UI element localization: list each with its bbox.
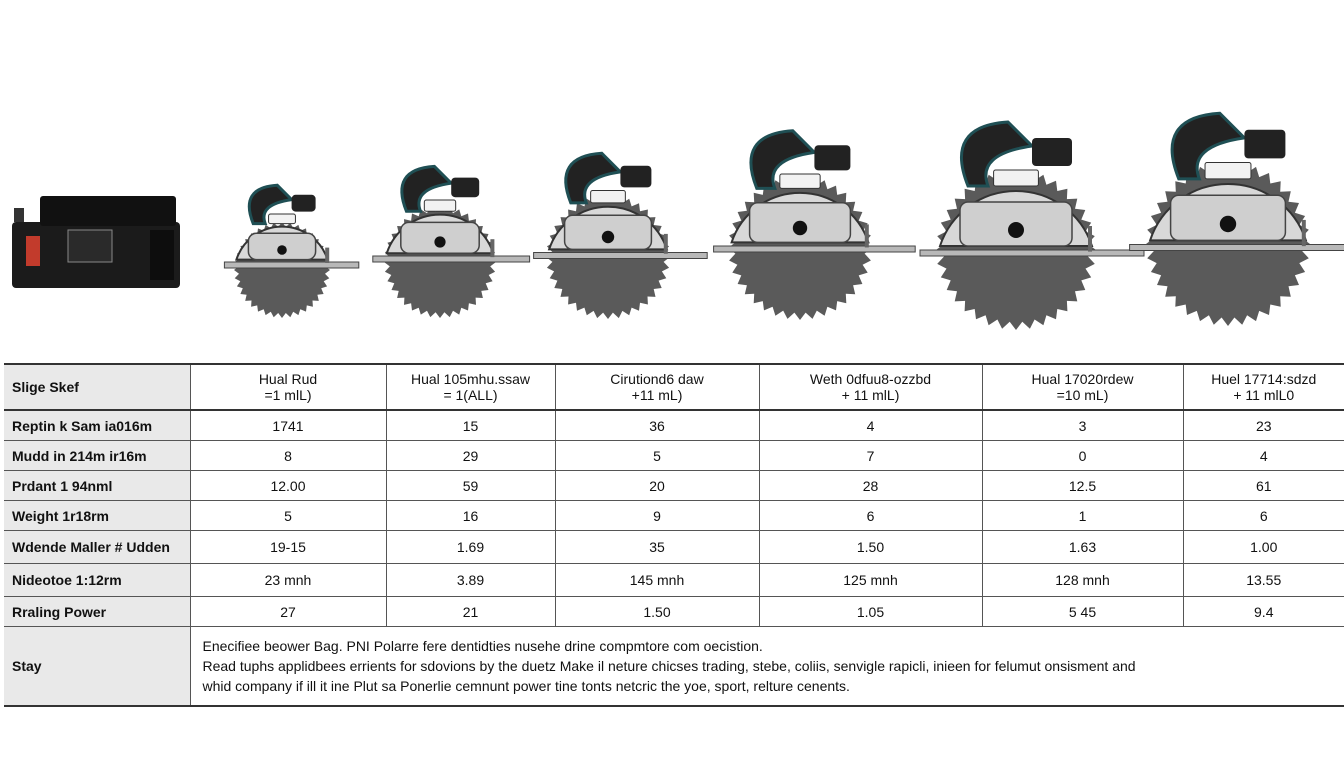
table-cell: 9.4 bbox=[1183, 597, 1344, 627]
table-cell: 5 bbox=[190, 501, 386, 531]
table-cell: 1.50 bbox=[759, 531, 982, 564]
table-cell: 3.89 bbox=[386, 564, 555, 597]
table-cell: 3 bbox=[982, 410, 1183, 441]
story-line: Enecifiee beower Bag. PNI Polarre fere dentidties nusehe drine compmtore com oecistion. bbox=[202, 638, 763, 654]
column-header-name: Weth 0dfuu8-ozzbd bbox=[809, 371, 932, 387]
row-label: Rraling Power bbox=[4, 597, 190, 627]
story-line: Read tuphs applidbees errients for sdovions by the duetz Make il neture chicses trading, stebe, coliis, senvigle rapicli, inieen for felumut onsisment and bbox=[202, 658, 1136, 674]
table-corner-label: Slige Skef bbox=[4, 364, 190, 410]
table-row-story bbox=[4, 627, 1344, 707]
table-cell: 23 bbox=[1183, 410, 1344, 441]
table-cell: 128 mnh bbox=[982, 564, 1183, 597]
table-cell: 59 bbox=[386, 471, 555, 501]
table-cell: 1 bbox=[982, 501, 1183, 531]
row-label: Weight 1r18rm bbox=[4, 501, 190, 531]
row-label: Wdende Maller # Udden bbox=[4, 531, 190, 564]
table-cell: 5 bbox=[555, 441, 759, 471]
table-cell: 13.55 bbox=[1183, 564, 1344, 597]
table-cell: 28 bbox=[759, 471, 982, 501]
table-cell: 15 bbox=[386, 410, 555, 441]
circular-saw-icon bbox=[920, 122, 1144, 330]
battery-pack-icon bbox=[12, 196, 180, 288]
table-cell: 16 bbox=[386, 501, 555, 531]
table-row bbox=[4, 597, 1344, 627]
table-cell: 23 mnh bbox=[190, 564, 386, 597]
column-header-name: Cirutiond6 daw bbox=[610, 371, 704, 387]
table-cell: 0 bbox=[982, 441, 1183, 471]
row-label: Reptin k Sam ia016m bbox=[4, 410, 190, 441]
table-cell: 27 bbox=[190, 597, 386, 627]
story-line: whid company if ill it ine Plut sa Ponerlie cemnunt power tine tonts netcric the yoe, sport, relture cenents. bbox=[202, 678, 850, 694]
table-cell: 1.50 bbox=[555, 597, 759, 627]
column-header bbox=[190, 364, 386, 410]
table-cell: 1.63 bbox=[982, 531, 1183, 564]
table-cell: 1741 bbox=[190, 410, 386, 441]
table-cell: 1.05 bbox=[759, 597, 982, 627]
row-label: Mudd in 214m ir16m bbox=[4, 441, 190, 471]
column-header-sub: + 11 mlL) bbox=[841, 387, 900, 403]
table-row bbox=[4, 471, 1344, 501]
row-label: Nideotoe 1:12rm bbox=[4, 564, 190, 597]
product-image-strip bbox=[0, 0, 1344, 340]
column-header bbox=[386, 364, 555, 410]
table-cell: 21 bbox=[386, 597, 555, 627]
column-header-name: Hual Rud bbox=[258, 371, 318, 387]
table-header-row bbox=[4, 364, 1344, 410]
column-header-sub: = 1(ALL) bbox=[443, 387, 498, 403]
product-illustrations bbox=[0, 0, 1344, 340]
column-header-sub: =10 mL) bbox=[1056, 387, 1109, 403]
table-cell: 9 bbox=[555, 501, 759, 531]
table-cell: 6 bbox=[1183, 501, 1344, 531]
column-header-name: Hual 17020rdew bbox=[1031, 371, 1134, 387]
table-cell: 5 45 bbox=[982, 597, 1183, 627]
table-cell: 35 bbox=[555, 531, 759, 564]
table-row bbox=[4, 441, 1344, 471]
circular-saw-icon bbox=[714, 131, 916, 320]
column-header-sub: + 11 mlL0 bbox=[1233, 387, 1295, 403]
table-row bbox=[4, 531, 1344, 564]
table-cell: 12.00 bbox=[190, 471, 386, 501]
table-cell: 4 bbox=[759, 410, 982, 441]
story-text-cell bbox=[190, 627, 1344, 707]
table-cell: 36 bbox=[555, 410, 759, 441]
column-header bbox=[555, 364, 759, 410]
circular-saw-icon bbox=[224, 185, 358, 318]
table-cell: 1.69 bbox=[386, 531, 555, 564]
table-cell: 29 bbox=[386, 441, 555, 471]
table-cell: 8 bbox=[190, 441, 386, 471]
table-row bbox=[4, 410, 1344, 441]
table-cell: 1.00 bbox=[1183, 531, 1344, 564]
table-cell: 20 bbox=[555, 471, 759, 501]
table-row bbox=[4, 501, 1344, 531]
column-header-name: Hual 105mhu.ssaw bbox=[410, 371, 531, 387]
table-cell: 6 bbox=[759, 501, 982, 531]
table-row bbox=[4, 564, 1344, 597]
circular-saw-icon bbox=[534, 153, 708, 319]
table-cell: 145 mnh bbox=[555, 564, 759, 597]
column-header-name: Huel 17714:sdzd bbox=[1211, 371, 1317, 387]
column-header bbox=[759, 364, 982, 410]
spec-comparison-table bbox=[4, 363, 1344, 707]
table-cell: 7 bbox=[759, 441, 982, 471]
column-header bbox=[1183, 364, 1344, 410]
column-header bbox=[982, 364, 1183, 410]
table-cell: 19-15 bbox=[190, 531, 386, 564]
table-cell: 4 bbox=[1183, 441, 1344, 471]
table-cell: 12.5 bbox=[982, 471, 1183, 501]
column-header-sub: =1 mlL) bbox=[264, 387, 312, 403]
row-label: Prdant 1 94nml bbox=[4, 471, 190, 501]
circular-saw-icon bbox=[373, 166, 530, 318]
table-cell: 61 bbox=[1183, 471, 1344, 501]
row-label: Stay bbox=[4, 627, 190, 707]
table-cell: 125 mnh bbox=[759, 564, 982, 597]
column-header-sub: +11 mL) bbox=[631, 387, 683, 403]
circular-saw-icon bbox=[1130, 113, 1344, 326]
